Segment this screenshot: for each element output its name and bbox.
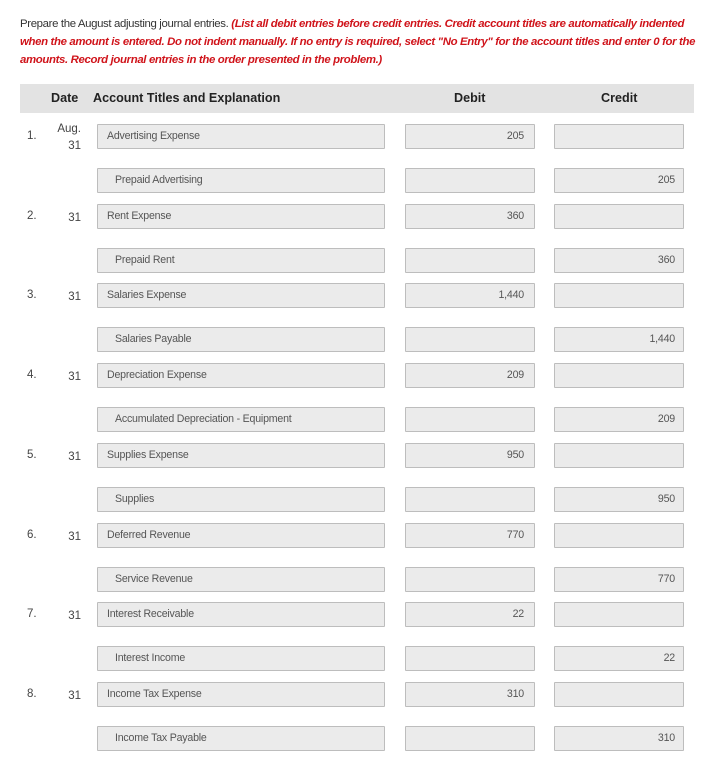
account-title-input[interactable]: Income Tax Expense bbox=[97, 682, 385, 707]
credit-amount-input[interactable]: 360 bbox=[554, 248, 684, 273]
account-title-input[interactable]: Advertising Expense bbox=[97, 124, 385, 149]
debit-amount-input[interactable]: 770 bbox=[405, 523, 535, 548]
entry-date-day: 31 bbox=[68, 451, 81, 463]
credit-amount-input[interactable]: 310 bbox=[554, 726, 684, 751]
entry-date-day: 31 bbox=[68, 291, 81, 303]
entry-date-day: 31 bbox=[68, 531, 81, 543]
account-title-input[interactable]: Prepaid Advertising bbox=[97, 168, 385, 193]
debit-amount-input[interactable]: 22 bbox=[405, 602, 535, 627]
instructions-lead: Prepare the August adjusting journal entries. bbox=[20, 18, 229, 30]
header-account: Account Titles and Explanation bbox=[93, 91, 281, 105]
entry-date-day: 31 bbox=[68, 140, 81, 152]
entry-date bbox=[41, 121, 81, 155]
account-title-input[interactable]: Income Tax Payable bbox=[97, 726, 385, 751]
entry-number: 2. bbox=[27, 210, 37, 222]
credit-amount-input[interactable] bbox=[554, 363, 684, 388]
account-title-input[interactable]: Rent Expense bbox=[97, 204, 385, 229]
debit-amount-input[interactable]: 360 bbox=[405, 204, 535, 229]
account-title-input[interactable]: Deferred Revenue bbox=[97, 523, 385, 548]
account-title-input[interactable]: Supplies bbox=[97, 487, 385, 512]
instructions-note: (List all debit entries before credit entries. Credit account titles are automatically indented when the amount is entered. Do not indent manually. If no entry is required, select "No Entry" for the account titles and enter 0 for the amounts. Record journal entries in the order presented in the problem.) bbox=[20, 18, 696, 66]
account-title-input[interactable]: Interest Receivable bbox=[97, 602, 385, 627]
debit-amount-input[interactable] bbox=[405, 248, 535, 273]
credit-amount-input[interactable]: 1,440 bbox=[554, 327, 684, 352]
credit-amount-input[interactable]: 209 bbox=[554, 407, 684, 432]
debit-amount-input[interactable] bbox=[405, 567, 535, 592]
credit-amount-input[interactable] bbox=[554, 682, 684, 707]
debit-amount-input[interactable]: 1,440 bbox=[405, 283, 535, 308]
credit-amount-input[interactable] bbox=[554, 523, 684, 548]
debit-amount-input[interactable] bbox=[405, 407, 535, 432]
entry-number: 6. bbox=[27, 529, 37, 541]
entry-date-day: 31 bbox=[68, 212, 81, 224]
debit-amount-input[interactable] bbox=[405, 487, 535, 512]
entry-date-day: 31 bbox=[68, 690, 81, 702]
entry-date bbox=[41, 369, 81, 386]
credit-amount-input[interactable]: 205 bbox=[554, 168, 684, 193]
entry-date bbox=[41, 289, 81, 306]
entry-number: 7. bbox=[27, 608, 37, 620]
debit-amount-input[interactable] bbox=[405, 168, 535, 193]
header-debit: Debit bbox=[454, 91, 486, 105]
debit-amount-input[interactable]: 205 bbox=[405, 124, 535, 149]
table-header bbox=[20, 84, 694, 113]
entry-date-day: 31 bbox=[68, 610, 81, 622]
credit-amount-input[interactable] bbox=[554, 283, 684, 308]
entry-date bbox=[41, 449, 81, 466]
account-title-input[interactable]: Service Revenue bbox=[97, 567, 385, 592]
entry-number: 8. bbox=[27, 688, 37, 700]
entry-number: 5. bbox=[27, 449, 37, 461]
entry-number: 4. bbox=[27, 369, 37, 381]
account-title-input[interactable]: Depreciation Expense bbox=[97, 363, 385, 388]
credit-amount-input[interactable] bbox=[554, 602, 684, 627]
credit-amount-input[interactable]: 950 bbox=[554, 487, 684, 512]
debit-amount-input[interactable] bbox=[405, 646, 535, 671]
entry-number: 3. bbox=[27, 289, 37, 301]
debit-amount-input[interactable]: 950 bbox=[405, 443, 535, 468]
entry-number: 1. bbox=[27, 130, 37, 142]
credit-amount-input[interactable]: 22 bbox=[554, 646, 684, 671]
debit-amount-input[interactable] bbox=[405, 327, 535, 352]
debit-amount-input[interactable]: 209 bbox=[405, 363, 535, 388]
account-title-input[interactable]: Salaries Payable bbox=[97, 327, 385, 352]
account-title-input[interactable]: Prepaid Rent bbox=[97, 248, 385, 273]
debit-amount-input[interactable] bbox=[405, 726, 535, 751]
credit-amount-input[interactable] bbox=[554, 124, 684, 149]
credit-amount-input[interactable]: 770 bbox=[554, 567, 684, 592]
header-date: Date bbox=[51, 91, 79, 105]
account-title-input[interactable]: Interest Income bbox=[97, 646, 385, 671]
instructions bbox=[20, 15, 704, 69]
entry-date bbox=[41, 688, 81, 705]
entry-date-day: 31 bbox=[68, 371, 81, 383]
entry-date bbox=[41, 608, 81, 625]
debit-amount-input[interactable]: 310 bbox=[405, 682, 535, 707]
entry-date-month: Aug. bbox=[57, 123, 81, 135]
credit-amount-input[interactable] bbox=[554, 443, 684, 468]
account-title-input[interactable]: Salaries Expense bbox=[97, 283, 385, 308]
credit-amount-input[interactable] bbox=[554, 204, 684, 229]
header-credit: Credit bbox=[601, 91, 638, 105]
entry-date bbox=[41, 529, 81, 546]
account-title-input[interactable]: Supplies Expense bbox=[97, 443, 385, 468]
account-title-input[interactable]: Accumulated Depreciation - Equipment bbox=[97, 407, 385, 432]
entry-date bbox=[41, 210, 81, 227]
